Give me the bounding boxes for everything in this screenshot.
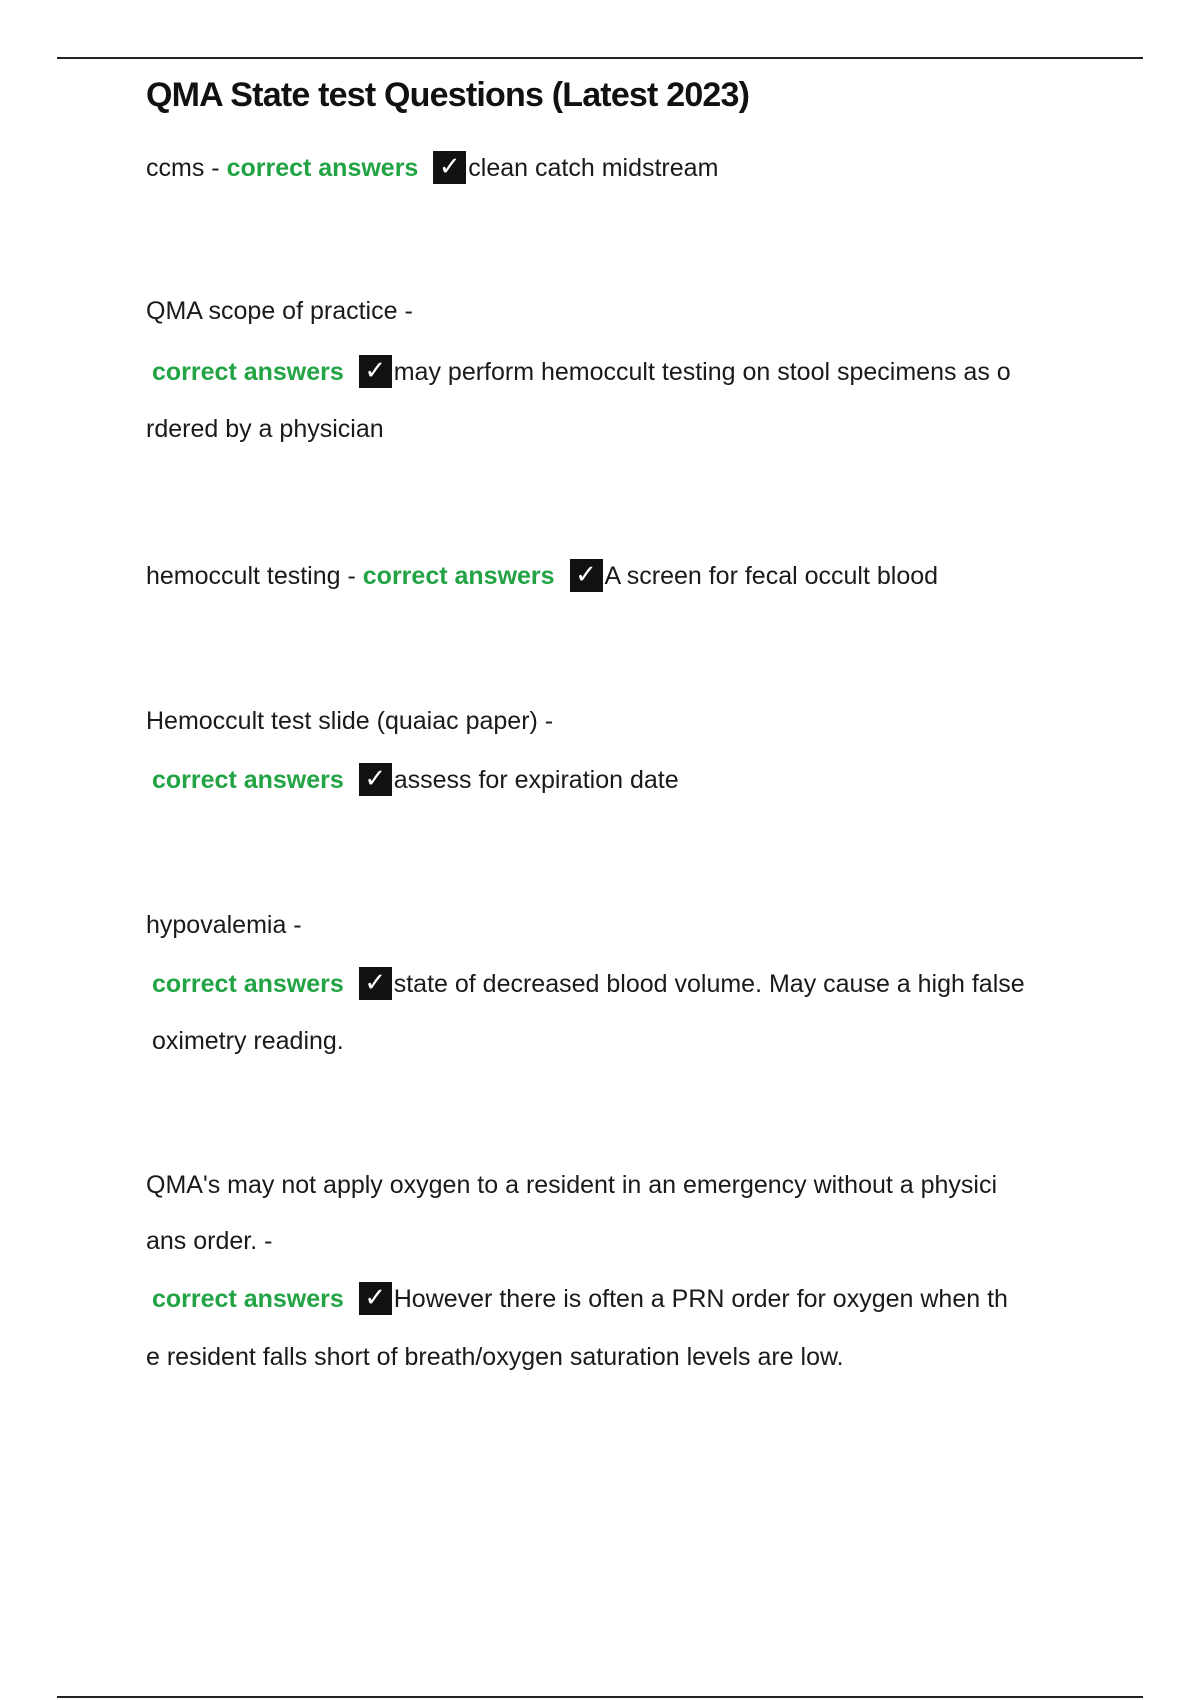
answer-text: assess for expiration date bbox=[393, 766, 679, 794]
answer-text: clean catch midstream bbox=[468, 154, 719, 182]
question-text: hypovalemia - bbox=[146, 911, 302, 939]
answer-text-continued: rdered by a physician bbox=[146, 415, 384, 443]
checkbox-checked-icon: ✓ bbox=[359, 763, 392, 796]
answer-label: correct answers bbox=[152, 766, 344, 794]
entry-test-slide-answer bbox=[152, 764, 679, 798]
question-text: ccms - bbox=[146, 154, 220, 182]
entry-hypovalemia-answer bbox=[152, 968, 1025, 1002]
top-rule bbox=[57, 57, 1143, 59]
entry-ccms bbox=[146, 152, 718, 186]
answer-text: may perform hemoccult testing on stool specimens as o bbox=[393, 358, 1011, 386]
bottom-rule bbox=[57, 1696, 1143, 1698]
question-text: QMA's may not apply oxygen to a resident in an emergency without a physici bbox=[146, 1171, 998, 1199]
question-text-continued: ans order. - bbox=[146, 1227, 273, 1255]
checkbox-checked-icon: ✓ bbox=[359, 967, 392, 1000]
page-title: QMA State test Questions (Latest 2023) bbox=[146, 76, 750, 114]
checkbox-checked-icon: ✓ bbox=[433, 151, 466, 184]
answer-label: correct answers bbox=[152, 1285, 344, 1313]
answer-label: correct answers bbox=[152, 970, 344, 998]
question-text: Hemoccult test slide (quaiac paper) - bbox=[146, 707, 554, 735]
answer-label: correct answers bbox=[226, 154, 419, 182]
answer-text-continued: e resident falls short of breath/oxygen saturation levels are low. bbox=[146, 1343, 844, 1371]
answer-text: However there is often a PRN order for oxygen when th bbox=[393, 1285, 1008, 1313]
entry-hemoccult-testing bbox=[146, 560, 938, 594]
answer-label: correct answers bbox=[152, 358, 344, 386]
checkbox-checked-icon: ✓ bbox=[570, 559, 603, 592]
answer-text-continued: oximetry reading. bbox=[152, 1027, 344, 1055]
question-text: hemoccult testing - bbox=[146, 562, 356, 590]
entry-scope-answer bbox=[152, 356, 1011, 390]
answer-text: state of decreased blood volume. May cause a high false bbox=[393, 970, 1025, 998]
entry-oxygen-answer bbox=[152, 1283, 1008, 1317]
checkbox-checked-icon: ✓ bbox=[359, 1282, 392, 1315]
answer-text: A screen for fecal occult blood bbox=[604, 562, 939, 590]
answer-label: correct answers bbox=[362, 562, 555, 590]
question-text: QMA scope of practice - bbox=[146, 297, 413, 325]
checkbox-checked-icon: ✓ bbox=[359, 355, 392, 388]
